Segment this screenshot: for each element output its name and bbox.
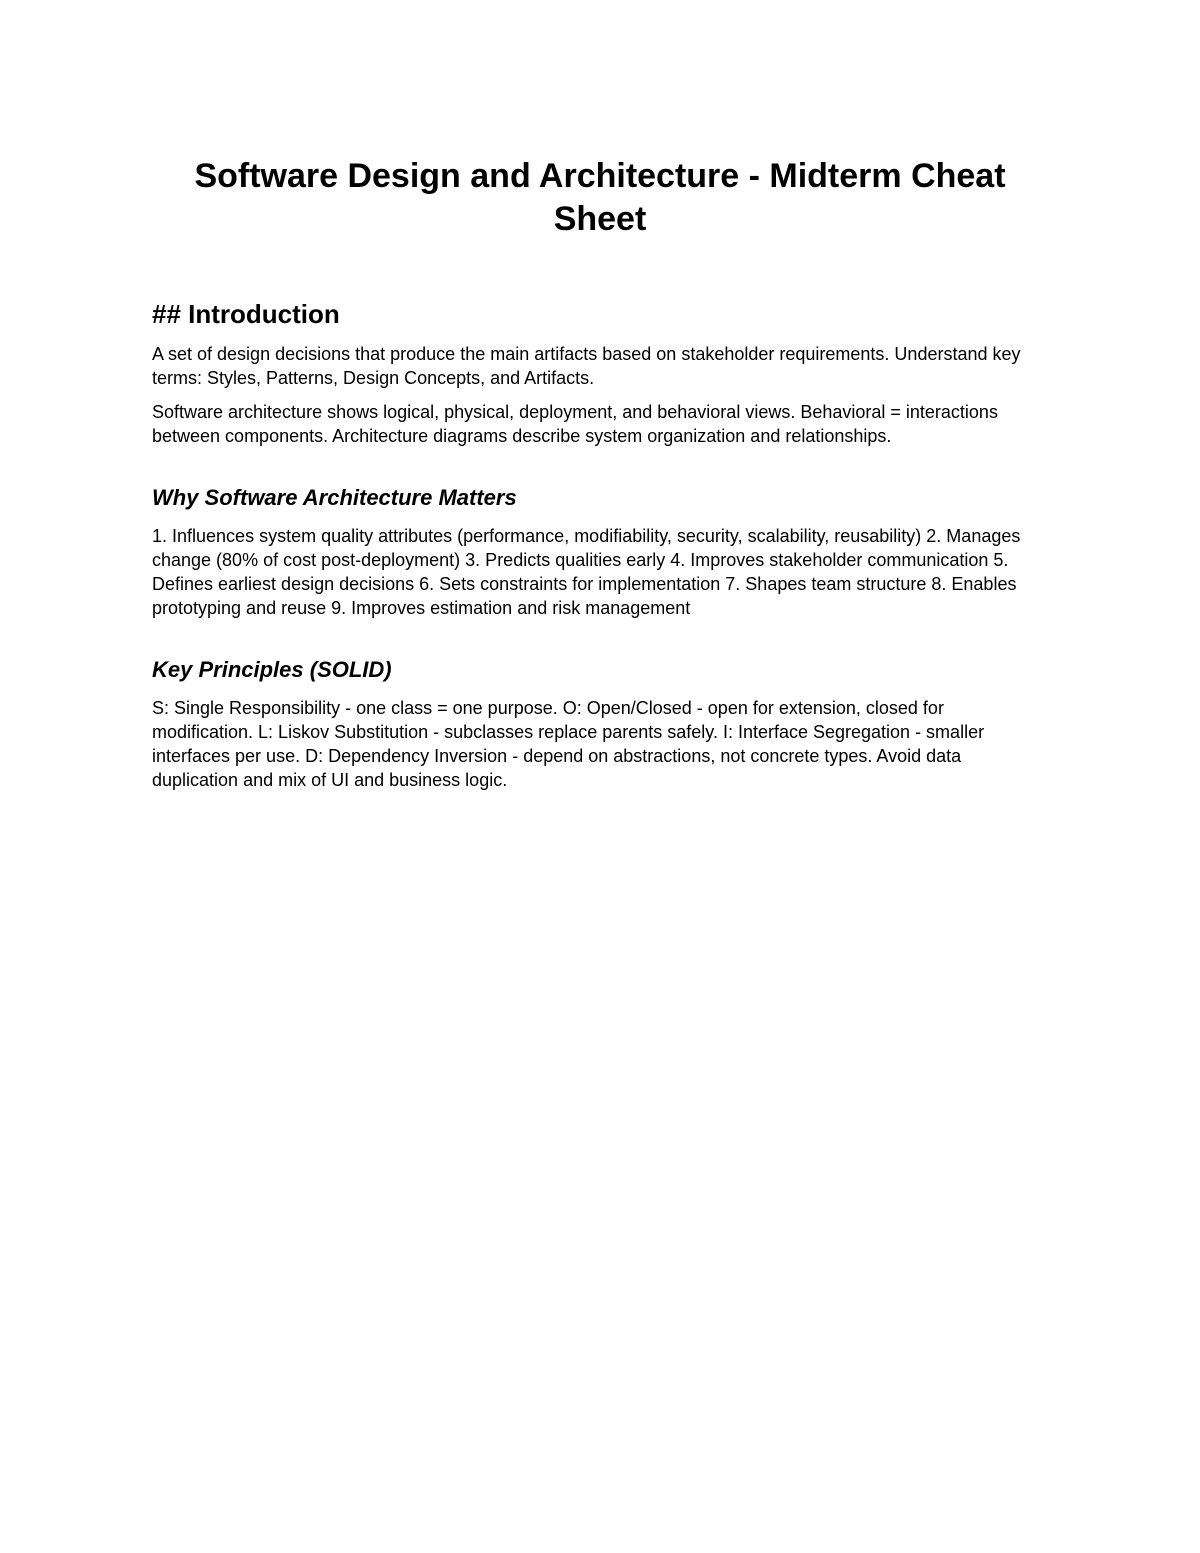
section-heading-introduction: ## Introduction (152, 299, 340, 329)
introduction-paragraph-2: Software architecture shows logical, physical, deployment, and behavioral views. Behavioral = interactions between components. Architecture diagrams describe system organization and relationships. (152, 402, 998, 446)
section-heading-why-architecture-matters: Why Software Architecture Matters (152, 485, 517, 510)
why-architecture-matters-paragraph: 1. Influences system quality attributes (performance, modifiability, security, scalability, reusability) 2. Manages change (80% of cost post-deployment) 3. Predicts qualities early 4. Improves stakeholder communication 5. Defines earliest design decisions 6. Sets constraints for implementation 7. Shapes team structure 8. Enables prototyping and reuse 9. Improves estimation and risk management (152, 526, 1021, 618)
introduction-paragraph-1: A set of design decisions that produce the main artifacts based on stakeholder requirements. Understand key terms: Styles, Patterns, Design Concepts, and Artifacts. (152, 344, 1021, 388)
section-why-architecture-matters (152, 484, 1048, 620)
section-introduction (152, 298, 1048, 448)
key-principles-paragraph: S: Single Responsibility - one class = one purpose. O: Open/Closed - open for extension, closed for modification. L: Liskov Substitution - subclasses replace parents safely. I: Interface Segregation - smaller interfaces per use. D: Dependency Inversion - depend on abstractions, not concrete types. Avoid data duplication and mix of UI and business logic. (152, 698, 985, 790)
section-key-principles (152, 656, 1048, 792)
section-heading-key-principles: Key Principles (SOLID) (152, 657, 392, 682)
document-content (152, 155, 1048, 792)
document-title: Software Design and Architecture - Midterm Cheat Sheet (194, 157, 1006, 238)
